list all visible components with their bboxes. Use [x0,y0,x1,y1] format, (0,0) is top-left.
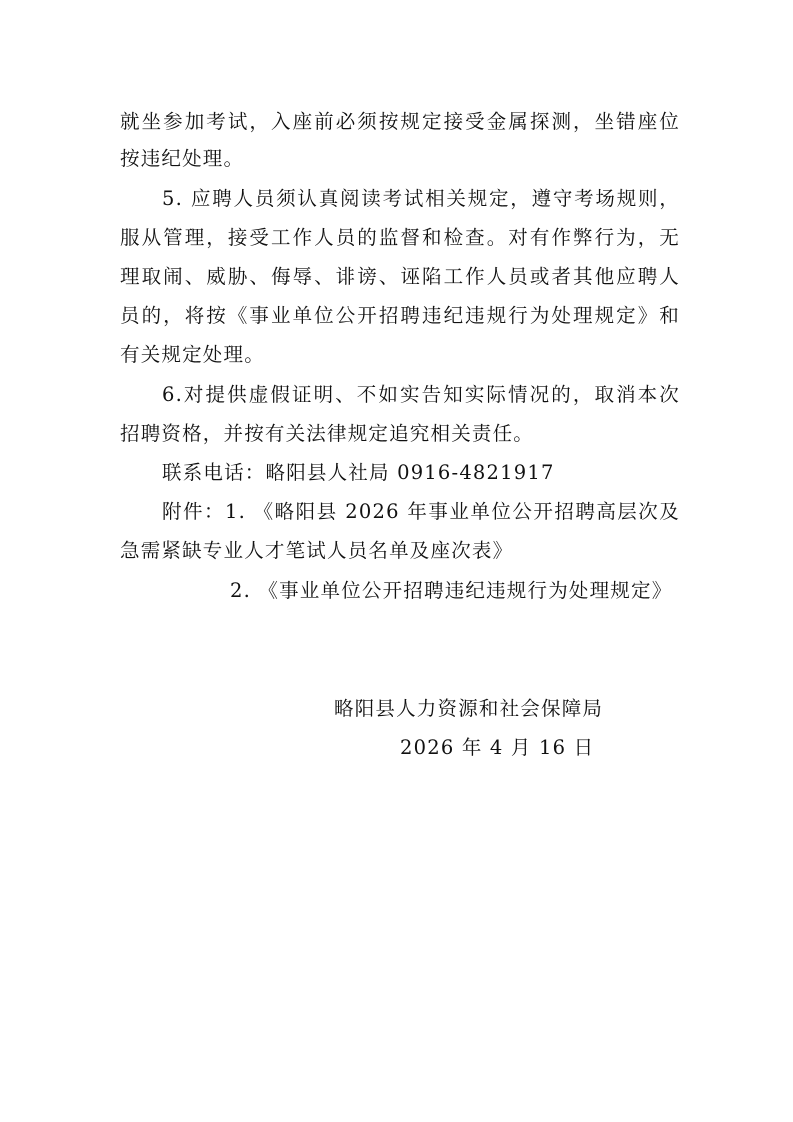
attachment-line: 附件：1. 《略阳县 2026 年事业单位公开招聘高层次及 [162,500,680,523]
paragraph-line: 服从管理，接受工作人员的监督和检查。对有作弊行为，无 [120,226,680,249]
paragraph-line: 理取闹、威胁、侮辱、诽谤、诬陷工作人员或者其他应聘人 [120,265,680,288]
signature-organization: 略阳县人力资源和社会保障局 [334,697,604,720]
paragraph-line: 就坐参加考试，入座前必须按规定接受金属探测，坐错座位 [120,110,680,133]
paragraph-line: 招聘资格，并按有关法律规定追究相关责任。 [120,422,535,445]
attachment-line: 急需紧缺专业人才笔试人员名单及座次表》 [120,539,514,562]
contact-line: 联系电话：略阳县人社局 0916-4821917 [162,461,555,484]
paragraph-line: 员的，将按《事业单位公开招聘违纪违规行为处理规定》和 [120,304,680,327]
paragraph-line: 按违纪处理。 [120,147,245,170]
attachment-line: 2. 《事业单位公开招聘违纪违规行为处理规定》 [230,579,673,602]
paragraph-line: 6.对提供虚假证明、不如实告知实际情况的，取消本次 [162,383,680,406]
paragraph-line: 有关规定处理。 [120,343,265,366]
signature-date: 2026 年 4 月 16 日 [400,736,595,759]
paragraph-line: 5. 应聘人员须认真阅读考试相关规定，遵守考场规则， [162,187,680,210]
